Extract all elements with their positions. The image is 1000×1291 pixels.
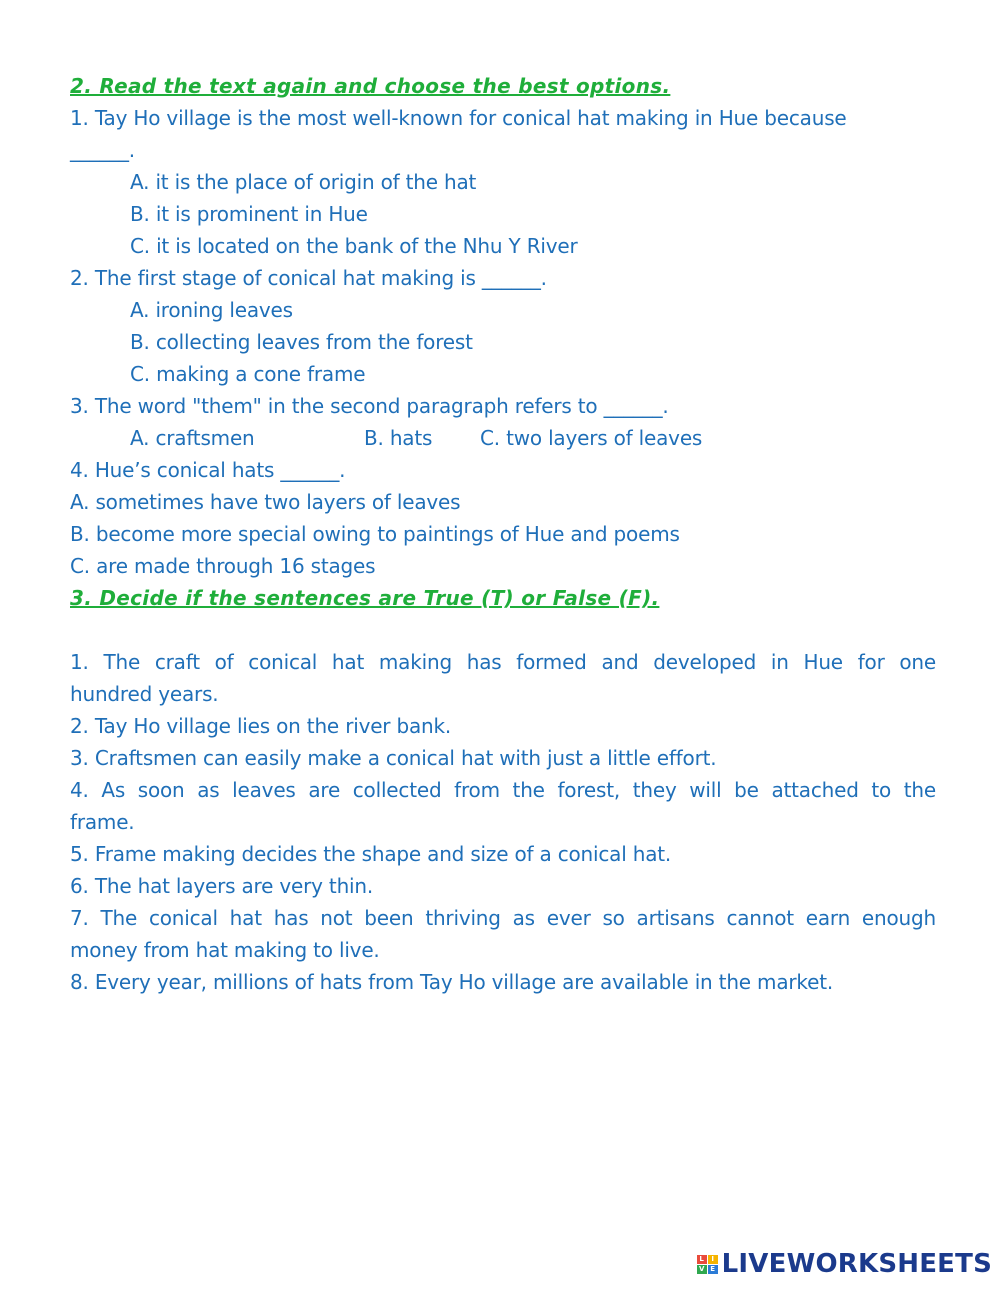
q3-option-c: C. two layers of leaves <box>480 426 703 450</box>
spacer <box>70 614 936 646</box>
logo-text: LIVEWORKSHEETS <box>721 1249 992 1279</box>
liveworksheets-logo <box>697 1249 992 1279</box>
q3-options <box>70 422 936 454</box>
q1-option-b: B. it is prominent in Hue <box>130 202 368 226</box>
statement-1-line-1: 1. The craft of conical hat making has formed and developed in Hue for one <box>70 650 936 674</box>
statement-3: 3. Craftsmen can easily make a conical hat with just a little effort. <box>70 746 717 770</box>
statement-7-line-2: money from hat making to live. <box>70 938 380 962</box>
section-2-heading: 2. Read the text again and choose the best options. <box>70 74 671 98</box>
q3-option-a: A. craftsmen <box>130 426 255 450</box>
q1-option-c: C. it is located on the bank of the Nhu Y River <box>130 234 578 258</box>
worksheet-page <box>70 70 936 998</box>
section-3-heading: 3. Decide if the sentences are True (T) or False (F). <box>70 586 660 610</box>
statement-7-line-1: 7. The conical hat has not been thriving as ever so artisans cannot earn enough <box>70 906 936 930</box>
statement-4-line-1: 4. As soon as leaves are collected from the forest, they will be attached to the <box>70 778 936 802</box>
q1-blank: ______. <box>70 138 135 162</box>
q2-stem: 2. The first stage of conical hat making is ______. <box>70 266 547 290</box>
q2-option-c: C. making a cone frame <box>130 362 366 386</box>
statement-5: 5. Frame making decides the shape and size of a conical hat. <box>70 842 672 866</box>
statement-4-line-2: frame. <box>70 810 135 834</box>
logo-letter-i: I <box>708 1255 718 1264</box>
logo-letter-l: L <box>697 1255 707 1264</box>
q2-option-a: A. ironing leaves <box>130 298 293 322</box>
statement-8: 8. Every year, millions of hats from Tay Ho village are available in the market. <box>70 970 833 994</box>
q1-stem: 1. Tay Ho village is the most well-known for conical hat making in Hue because <box>70 106 847 130</box>
q3-stem: 3. The word "them" in the second paragraph refers to ______. <box>70 394 669 418</box>
liveworksheets-mark-icon <box>697 1255 718 1274</box>
statement-1-line-2: hundred years. <box>70 682 219 706</box>
q3-option-b: B. hats <box>364 426 433 450</box>
q4-option-c: C. are made through 16 stages <box>70 554 376 578</box>
q4-stem: 4. Hue’s conical hats ______. <box>70 458 346 482</box>
q4-option-a: A. sometimes have two layers of leaves <box>70 490 461 514</box>
q4-option-b: B. become more special owing to paintings of Hue and poems <box>70 522 680 546</box>
q2-option-b: B. collecting leaves from the forest <box>130 330 473 354</box>
statement-6: 6. The hat layers are very thin. <box>70 874 374 898</box>
statement-2: 2. Tay Ho village lies on the river bank. <box>70 714 452 738</box>
logo-letter-e: E <box>708 1265 718 1274</box>
q1-option-a: A. it is the place of origin of the hat <box>130 170 477 194</box>
logo-letter-v: V <box>697 1265 707 1274</box>
